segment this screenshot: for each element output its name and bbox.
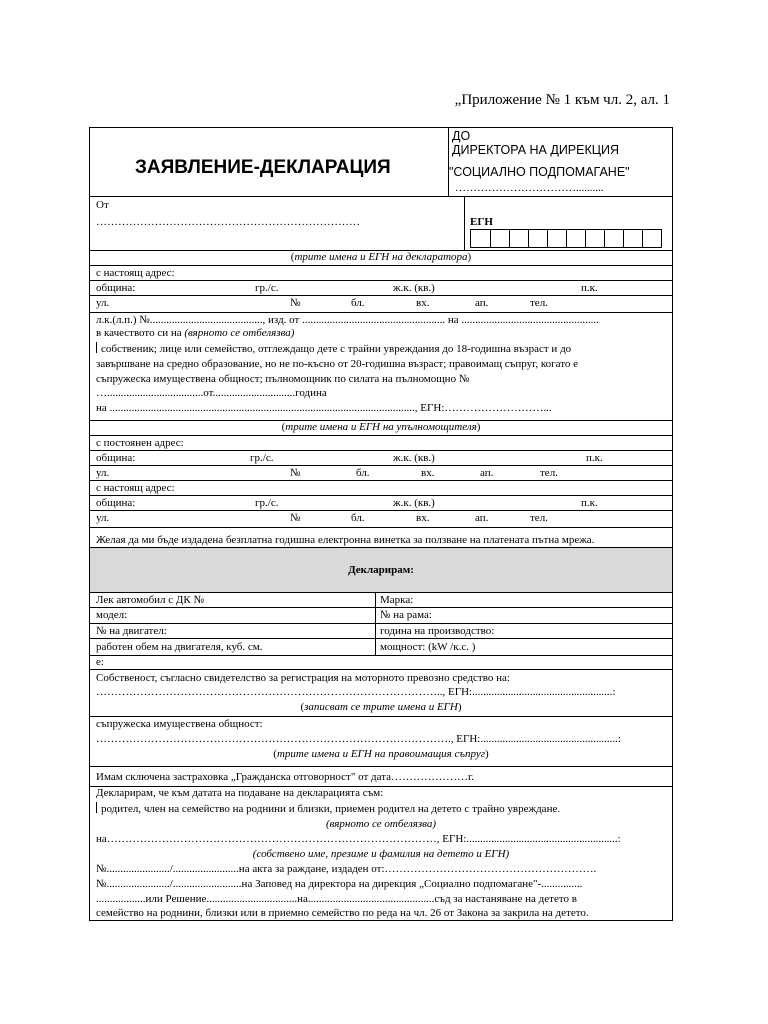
apartment-field[interactable]: ап. xyxy=(475,297,489,309)
block-field[interactable]: бл. xyxy=(351,297,365,309)
entrance-field[interactable]: вх. xyxy=(421,467,435,479)
apartment-field[interactable]: ап. xyxy=(475,512,489,524)
plate-field[interactable]: Лек автомобил с ДК № xyxy=(96,594,205,606)
spouse-line1: съпружеска имуществена общност: xyxy=(96,718,263,730)
address1-row1 xyxy=(90,281,672,296)
insurance-row xyxy=(90,767,672,787)
capacity-hint2: трите имена и ЕГН на упълномощителя xyxy=(285,421,477,433)
spouse-field[interactable]: ……………………………………………………………………………………., ЕГН:..................................................: xyxy=(96,733,621,745)
final-line1: Декларирам, че към датата на подаване на декларацията съм: xyxy=(96,787,384,799)
production-year-field[interactable]: година на производство: xyxy=(380,625,495,637)
municipality-field[interactable]: община: xyxy=(96,452,136,464)
phone-field[interactable]: тел. xyxy=(530,512,548,524)
capacity-line3: съпружеска имуществена общност; пълномощник по силата на пълномощно № xyxy=(96,373,470,385)
egn-boxes[interactable] xyxy=(470,229,662,248)
vehicle-row-4 xyxy=(90,639,672,656)
address1-row2 xyxy=(90,296,672,313)
entrance-field[interactable]: вх. xyxy=(416,512,430,524)
from-section xyxy=(90,197,672,251)
vehicle-row-2 xyxy=(90,608,672,624)
address1-label: с настоящ адрес: xyxy=(96,267,175,279)
vehicle-row-5 xyxy=(90,656,672,670)
capacity-label: в качеството си на xyxy=(96,327,185,339)
capacity-section xyxy=(90,327,672,421)
postcode-field[interactable]: п.к. xyxy=(581,282,598,294)
capacity-line4[interactable]: …...................................от..............................година xyxy=(96,387,327,399)
capacity-line1: собственик; лице или семейство, отглеждащо дете с трайни увреждания до 18-годишна възраст и до xyxy=(101,343,572,355)
phone-field[interactable]: тел. xyxy=(540,467,558,479)
wish-row xyxy=(90,528,672,548)
addressee-directorate: "СОЦИАЛНО ПОДПОМАГАНЕ" xyxy=(449,165,630,179)
form-title: ЗАЯВЛЕНИЕ-ДЕКЛАРАЦИЯ xyxy=(135,157,391,178)
phone-field[interactable]: тел. xyxy=(530,297,548,309)
egn-label: ЕГН xyxy=(470,216,493,228)
child-name-field[interactable]: на………………………………………………………………………………, ЕГН:.......................................................: xyxy=(96,833,621,845)
wish-text: Желая да ми бъде издадена безплатна годишна електронна винетка за ползване на платената пътна мрежа. xyxy=(96,534,595,546)
number-field[interactable]: № xyxy=(290,512,301,524)
declare-header xyxy=(90,548,672,593)
declaration-form xyxy=(89,127,673,921)
power-field[interactable]: мощност: (kW /к.с. ) xyxy=(380,641,476,653)
make-field[interactable]: Марка: xyxy=(380,594,414,606)
address3-label-row xyxy=(90,481,672,496)
city-field[interactable]: гр./с. xyxy=(250,452,274,464)
address3-row1 xyxy=(90,496,672,511)
vehicle-extra: е: xyxy=(96,656,104,668)
postcode-field[interactable]: п.к. xyxy=(581,497,598,509)
insurance-text[interactable]: Имам сключена застраховка „Гражданска отговорност" от дата…………………г. xyxy=(96,771,475,783)
final-line7: семейство на роднини, близки или в приемно семейство по реда на чл. 26 от Закона за закрила на детето. xyxy=(96,907,589,919)
final-hint2: (собствено име, презиме и фамилия на детето и ЕГН) xyxy=(252,848,510,860)
vehicle-row-1 xyxy=(90,593,672,608)
birth-act-field[interactable]: №......................./........................на акта за раждане, издаден от:…………………………………………………. xyxy=(96,863,597,875)
checkbox-parent[interactable] xyxy=(96,802,100,813)
capacity-hint-row: (трите имена и ЕГН на упълномощителя) xyxy=(90,421,672,436)
number-field[interactable]: № xyxy=(290,467,301,479)
frame-number-field[interactable]: № на рама: xyxy=(380,609,432,621)
address2-row2 xyxy=(90,466,672,481)
addressee-director: ДИРЕКТОРА НА ДИРЕКЦИЯ xyxy=(452,143,620,157)
from-hint-row: (трите имена и ЕГН на декларатора) xyxy=(90,251,672,266)
declare-title: Декларирам: xyxy=(348,564,414,576)
from-label: От xyxy=(96,199,109,211)
entrance-field[interactable]: вх. xyxy=(416,297,430,309)
city-field[interactable]: гр./с. xyxy=(255,282,279,294)
address2-label-row xyxy=(90,436,672,451)
final-section xyxy=(90,787,672,922)
capacity-hint: (вярното се отбелязва) xyxy=(184,327,295,339)
address2-label: с постоянен адрес: xyxy=(96,437,184,449)
address2-row1 xyxy=(90,451,672,466)
ownership-owner-field[interactable]: ………………………………………………………………………………….., ЕГН:...................................................: xyxy=(96,686,616,698)
from-hint: трите имена и ЕГН на декларатора xyxy=(294,251,468,263)
address3-row2 xyxy=(90,511,672,528)
checkbox-owner[interactable] xyxy=(96,342,100,353)
decision-field[interactable]: ..................или Решение.................................на..............................................съд за настаняване на детето в xyxy=(96,893,577,905)
model-field[interactable]: модел: xyxy=(96,609,128,621)
idcard-field[interactable]: л.к.(л.п.) №........................................., изд. от .................................................... на .................................................. xyxy=(96,314,599,326)
capacity-line2: завършване на средно образование, но не по-късно от 20-годишна възраст; правоимащ съпруг, когато е xyxy=(96,358,579,370)
from-name-field[interactable]: ……………………………………………………………… xyxy=(96,216,360,228)
addressee-dots: …………………………….......... xyxy=(455,182,604,194)
postcode-field[interactable]: п.к. xyxy=(586,452,603,464)
idcard-row xyxy=(90,313,672,328)
apartment-field[interactable]: ап. xyxy=(480,467,494,479)
block-field[interactable]: бл. xyxy=(356,467,370,479)
addressee-to: ДО xyxy=(452,129,471,143)
municipality-field[interactable]: община: xyxy=(96,497,136,509)
spouse-hint: трите имена и ЕГН на правоимащия съпруг xyxy=(276,748,486,760)
ownership-hint-row: (записват се трите имена и ЕГН) xyxy=(90,700,672,717)
district-field[interactable]: ж.к. (кв.) xyxy=(393,452,435,464)
street-field[interactable]: ул. xyxy=(96,467,110,479)
engine-number-field[interactable]: № на двигател: xyxy=(96,625,167,637)
ownership-section xyxy=(90,670,672,700)
vehicle-row-3 xyxy=(90,624,672,639)
capacity-line5[interactable]: на ..............................................................................................................., ЕГН:………………………... xyxy=(96,402,552,414)
final-line2: родител, член на семейство на роднини и близки, приемен родител на детето с трайно увреждане. xyxy=(101,803,561,815)
street-field[interactable]: ул. xyxy=(96,297,110,309)
address1-label-row xyxy=(90,266,672,281)
order-field[interactable]: №......................./.........................на Заповед на директора на дирекция „Социално подпомагане"-............... xyxy=(96,878,583,890)
address3-label: с настоящ адрес: xyxy=(96,482,175,494)
municipality-field[interactable]: община: xyxy=(96,282,136,294)
number-field[interactable]: № xyxy=(290,297,301,309)
spouse-section xyxy=(90,717,672,747)
form-header xyxy=(90,128,672,197)
annex-reference: „Приложение № 1 към чл. 2, ал. 1 xyxy=(454,92,670,108)
district-field[interactable]: ж.к. (кв.) xyxy=(393,282,435,294)
street-field[interactable]: ул. xyxy=(96,512,110,524)
ownership-line1: Собственост, съгласно свидетелство за регистрация на моторното превозно средство на: xyxy=(96,672,510,684)
block-field[interactable]: бл. xyxy=(351,512,365,524)
district-field[interactable]: ж.к. (кв.) xyxy=(393,497,435,509)
final-hint1: (вярното се отбелязва) xyxy=(325,818,437,830)
spouse-hint-row: (трите имена и ЕГН на правоимащия съпруг) xyxy=(90,747,672,767)
ownership-hint: записват се трите имена и ЕГН xyxy=(304,701,458,713)
engine-volume-field[interactable]: работен обем на двигателя, куб. см. xyxy=(96,641,263,653)
city-field[interactable]: гр./с. xyxy=(255,497,279,509)
